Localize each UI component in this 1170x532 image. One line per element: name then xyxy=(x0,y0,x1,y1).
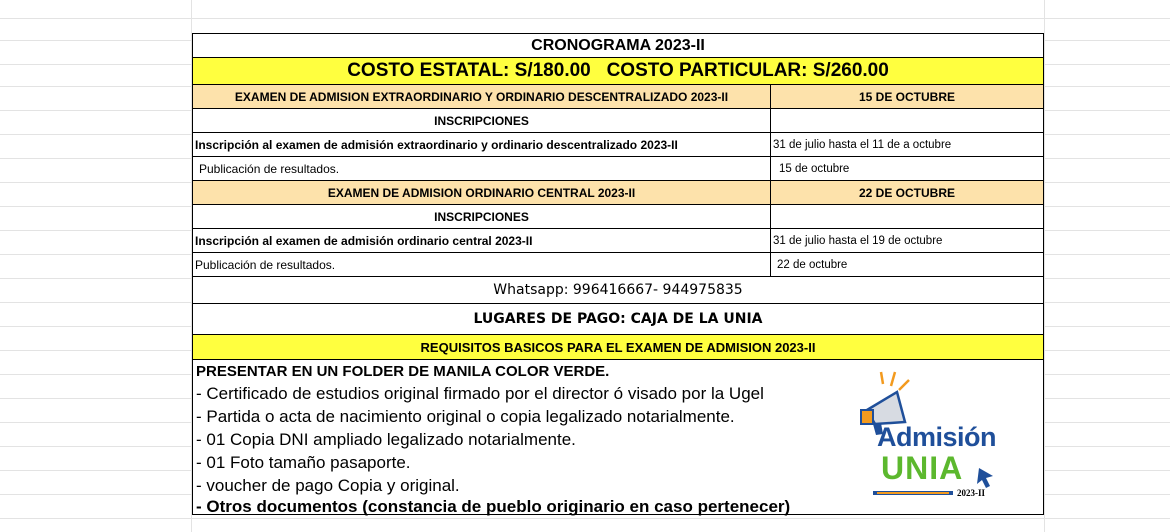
exam1-results-label: Publicación de resultados. xyxy=(193,157,771,180)
logo-unia-text: UNIA xyxy=(881,450,964,486)
requirement-last: - Otros documentos (constancia de pueblo originario en caso pertenecer) xyxy=(196,497,791,516)
exam1-results-row xyxy=(193,157,1043,181)
exam1-date: 15 DE OCTUBRE xyxy=(858,89,956,104)
exam2-inscripciones: INSCRIPCIONES xyxy=(193,205,771,228)
exam2-results-date: 22 de octubre xyxy=(777,258,848,271)
requirements-header: REQUISITOS BASICOS PARA EL EXAMEN DE ADMISION 2023-II xyxy=(420,339,816,355)
empty-cell xyxy=(771,205,1043,228)
whatsapp-row xyxy=(193,277,1043,304)
title-row xyxy=(193,34,1043,58)
schedule-table xyxy=(192,33,1044,515)
empty-cell xyxy=(771,109,1043,132)
requirement-item: - Certificado de estudios original firmado por el director ó visado por la Ugel xyxy=(196,384,764,403)
gridline xyxy=(1044,0,1045,532)
exam2-date: 22 DE OCTUBRE xyxy=(858,185,956,200)
logo-admision-text: Admisión xyxy=(877,422,997,452)
exam2-header: EXAMEN DE ADMISION ORDINARIO CENTRAL 2023-II xyxy=(193,181,771,204)
requirement-item: - 01 Foto tamaño pasaporte. xyxy=(196,453,411,472)
costs-row xyxy=(193,58,1043,85)
exam1-inscripciones-row xyxy=(193,109,1043,133)
exam1-inscription-date: 31 de julio hasta el 11 de a octubre xyxy=(773,138,952,151)
exam2-inscripciones-row xyxy=(193,205,1043,229)
exam2-results-row xyxy=(193,253,1043,277)
costs-text: COSTO ESTATAL: S/180.00 COSTO PARTICULAR: S/260.00 xyxy=(347,60,889,81)
exam1-inscription-row xyxy=(193,133,1043,157)
exam2-inscription-date: 31 de julio hasta el 19 de octubre xyxy=(773,234,943,247)
exam1-header: EXAMEN DE ADMISION EXTRAORDINARIO Y ORDINARIO DESCENTRALIZADO 2023-II xyxy=(193,85,771,108)
exam1-results-date: 15 de octubre xyxy=(779,162,850,175)
requirement-item: - Partida o acta de nacimiento original o copia legalizado notarialmente. xyxy=(196,407,735,426)
exam2-results-label: Publicación de resultados. xyxy=(193,253,771,276)
exam1-header-row xyxy=(193,85,1043,109)
requirement-item: - 01 Copia DNI ampliado legalizado notarialmente. xyxy=(196,430,576,449)
exam2-inscription-row xyxy=(193,229,1043,253)
whatsapp-text: Whatsapp: 996416667- 944975835 xyxy=(493,282,743,298)
gridline xyxy=(0,18,1170,19)
exam2-inscription-label: Inscripción al examen de admisión ordinario central 2023-II xyxy=(193,229,771,252)
logo-year-text: 2023-II xyxy=(957,488,986,498)
exam1-inscripciones: INSCRIPCIONES xyxy=(193,109,771,132)
admision-unia-logo xyxy=(853,368,1003,508)
gridline xyxy=(0,518,1170,519)
exam2-header-row xyxy=(193,181,1043,205)
requirements-intro: PRESENTAR EN UN FOLDER DE MANILA COLOR VERDE. xyxy=(196,363,610,380)
exam1-inscription-label: Inscripción al examen de admisión extraordinario y ordinario descentralizado 2023-II xyxy=(193,133,771,156)
requirements-section xyxy=(193,360,1043,514)
page-title: CRONOGRAMA 2023-II xyxy=(531,36,705,54)
requirement-item: - voucher de pago Copia y original. xyxy=(196,476,460,495)
payment-text: LUGARES DE PAGO: CAJA DE LA UNIA xyxy=(473,311,763,327)
payment-row xyxy=(193,304,1043,335)
requirements-header-row xyxy=(193,335,1043,360)
